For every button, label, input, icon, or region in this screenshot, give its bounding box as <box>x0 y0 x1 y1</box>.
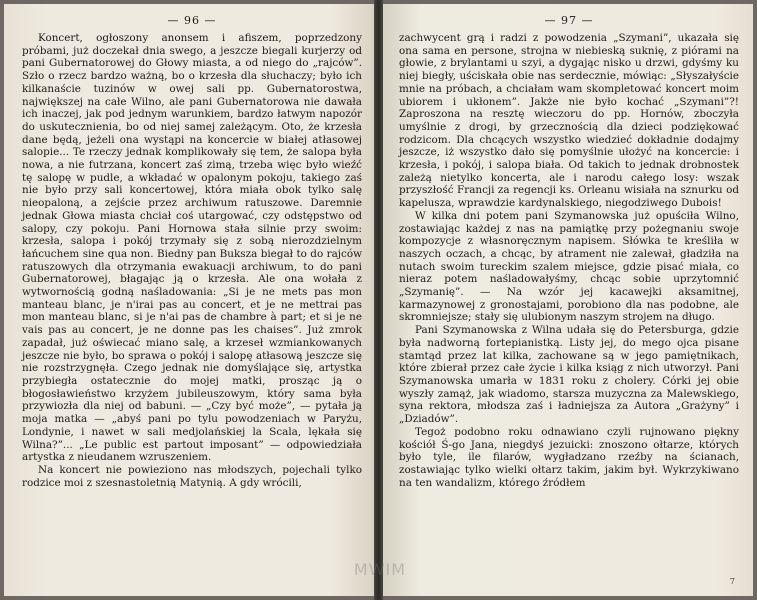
right-page-text <box>399 32 739 489</box>
page-number-right: — 97 — <box>544 14 594 27</box>
book-gutter <box>374 0 383 600</box>
signature-mark: 7 <box>729 577 735 586</box>
right-paragraph-3: Pani Szymanowska z Wilna udała się do Petersburga, gdzie była nadworną fortepianistką. Listy jej, do mego ojca pisane stamtąd przez lat kilka, zachowane są w jego pamiętnikach, które zbierał przez całe życie i kilka ksiąg z nich utworzył. Pani Szymanowska umarła w 1831 roku z cholery. Córki jej obie wyszły zamąż, jak wiadomo, starsza muzyczna za Malewskiego, syna rektora, młodsza zaś i ładniejsza za Autora „Grażyny” i „Dziadów”. <box>399 324 739 426</box>
left-paragraph-1: Koncert, ogłoszony anonsem i afiszem, poprzedzony próbami, już doczekał dnia swego, a jeszcze biegali kurjerzy od pani Gubernatorowej do Głowy miasta, a od niego do „rajców”. Szło o rzecz bardzo ważną, bo o krzesła dla słuchaczy; było ich kilkanaście tuzinów w owej sali pp. Gubernatorostwa, największej na całe Wilno, ale pani Gubernatorowa nie dawała ich inaczej, jak pod jednym warunkiem, bardzo łatwym napozór do uskutecznienia, bo od niej samej zależącym. Oto, że krzesła dane będą, jeżeli ona wystąpi na koncercie w białej atłasowej salopie... Te rzeczy jednak komplikowały się tem, że salopa była nowa, a nie futrzana, koncert zaś zimą, trzeba więc było wieźć tę salopę w pudle, a wkładać w opalonym pokoju, takiego zaś nie było przy sali koncertowej, która miała obok tylko salę nieopaloną, a zejście przez archiwum ratuszowe. Daremnie jednak Głowa miasta chciał coś utargować, czy odstępstwo od salopy, czy pokoju. Pani Hornowa stała silnie przy swoim: krzesła, salopa i pokój trzymały się z sobą nierozdzielnym łańcuchem sine qua non. Biedny pan Buksza biegał to do rajców ratuszowych dla otrzymania ewakuacji archiwum, to do pani Gubernatorowej, błagając ją o krzesła. Ale ona wołała z wytwornością godną naśladowania: „Si je ne mets pas mon manteau blanc, je n'irai pas au concert, et je ne mettrai pas mon manteau blanc, si je n'ai pas de chambre à part; et si je ne vais pas au concert, je ne donne pas les chaises”. Już zmrok zapadał, już oświecać miano salę, a krzeseł wzmiankowanych jeszcze nie było, bo sprawa o pokój i salopę atłasową jeszcze się nie rozstrzygnęła. Czego jednak nie domyślające się, artystka przybiegła ostatecznie do mojej matki, prosząc ją o błogosławieństwo krzyżem jubileuszowym, który sama była przywiozła dla niej od babuni. — „Czy być może”, — pytała ją moja matka — „abyś pani po tylu powodzeniach w Paryżu, Londynie, i nawet w sali medjolańskiej la Scala, lękała się Wilna?”... „Le public est partout imposant” — odpowiedziała artystka z nieudanem wzruszeniem. <box>22 32 362 464</box>
right-paragraph-1: zachwycent grą i radzi z powodzenia „Szymani”, ukazała się ona sama en persone, strojna w niebieską suknię, z piórami na głowie, z brylantami u szyi, a dygając nisko u drzwi, gdyśmy ku niej biegły, uściskała obie nas serdecznie, mówiąc: „Słyszałyście mnie na próbach, a chciałam wam skompletować koncert moim ubiorem i ukłonem”. Jakże nie było kochać „Szymani”?! Zaproszona na resztę wieczoru do pp. Hornów, zboczyła umyślnie z drogi, by grzecznością dla dzieci podziękować rodzicom. Dla chcących wszystko wiedzieć dokładnie dodajmy jeszcze, iż wszystko dało się pomyślnie ułożyć na koncercie: i krzesła, i pokój, i salopa biała. Od takich to jednak drobnostek zależą nietylko koncerta, ale i narodu całego losy: wszak przyszłość Francji za regencji ks. Orleanu wisiała na sznurku od kapelusza, wprawdzie kardynalskiego, niegodziwego Dubois! <box>399 32 739 210</box>
left-page-text <box>22 32 362 489</box>
watermark: MWIM <box>353 560 407 579</box>
right-paragraph-2: W kilka dni potem pani Szymanowska już opuściła Wilno, zostawiając każdej z nas na pamiątkę przy pożegnaniu swoje kompozycje z własnoręcznym napisem. Słówka te kreśliła w naszych oczach, a chcąc, by atrament nie zalewał, gładziła na nutach swoim tureckim szalem miejsce, gdzie pisać miała, co nieraz potem naśladowałyśmy, chcąc sobie uprzytomnić „Szymanię”. — Na wzór jej kacawejki aksamitnej, karmazynowej z gronostajami, porobiono dla nas podobne, ale skromniejsze; stały się ulubionym naszym strojem na długo. <box>399 209 739 324</box>
right-paragraph-4: Tegoż podobno roku odnawiano czyli rujnowano piękny kościół Ś-go Jana, niegdyś jezuicki: znoszono ołtarze, których było tyle, ile filarów, wygładzano rzeźby na ścianach, zostawiając tylko wielki ołtarz takim, jakim był. Wykrzykiwano na ten wandalizm, którego źródłem <box>399 425 739 489</box>
page-number-left: — 96 — <box>167 14 217 27</box>
right-page <box>383 4 753 596</box>
left-paragraph-2: Na koncert nie powieziono nas młodszych, pojechali tylko rodzice moi z szesnastoletnią Matynią. A gdy wrócili, <box>22 463 362 489</box>
left-page <box>4 4 374 596</box>
